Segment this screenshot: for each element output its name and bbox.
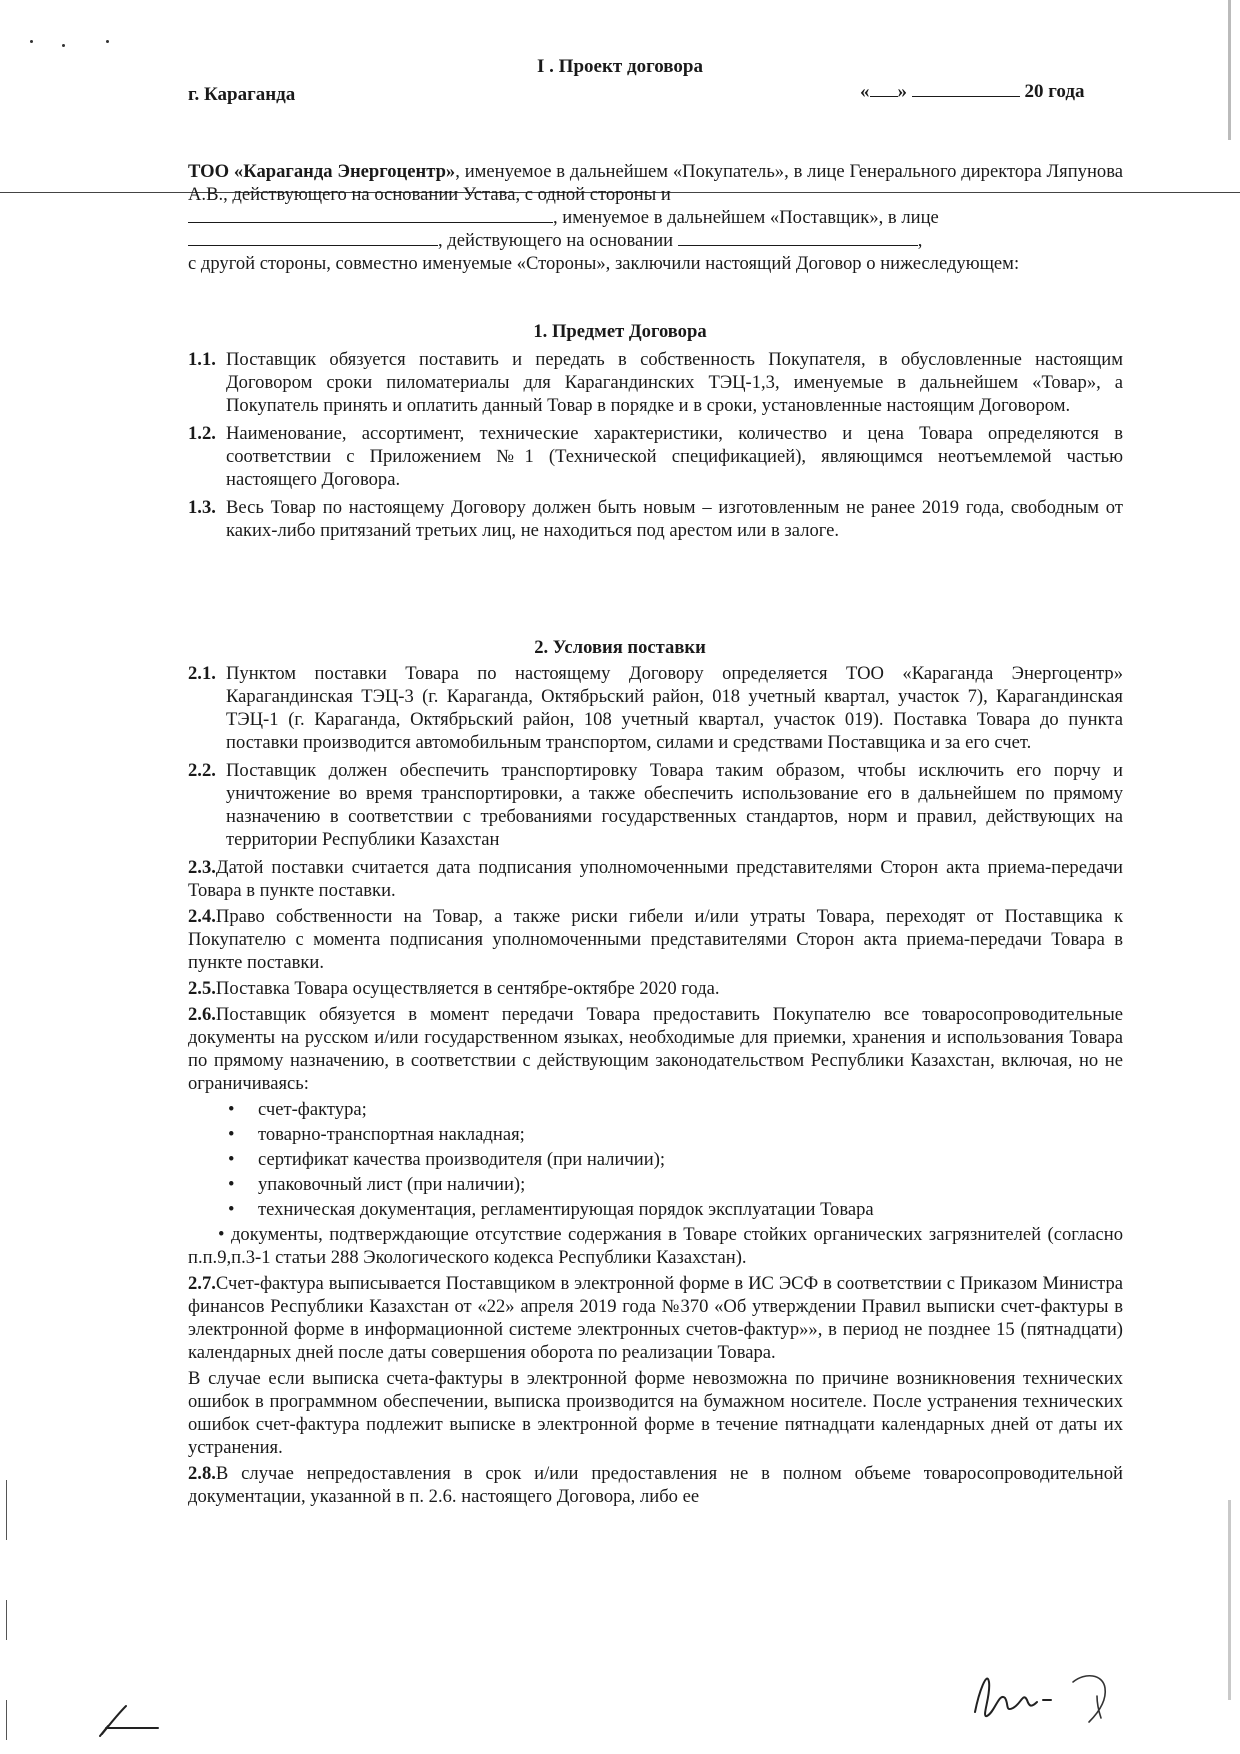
clause-number: 2.1. xyxy=(188,663,216,684)
scan-speck xyxy=(106,40,109,43)
section2-title: 2. Условия поставки xyxy=(534,637,706,658)
section1-title: 1. Предмет Договора xyxy=(533,321,707,342)
clause-number: 2.3. xyxy=(188,857,216,878)
section2-items xyxy=(188,662,1123,1511)
date-open-quote: « xyxy=(860,81,870,102)
documents-list xyxy=(188,1098,1123,1221)
basis-text: , действующего на основании xyxy=(438,230,674,251)
date-year-text: 20 года xyxy=(1024,81,1085,102)
list-item: • упаковочный лист (при наличии); xyxy=(188,1173,1123,1196)
clause-text: Наименование, ассортимент, технические характеристики, количество и цена Товара определяются в соответствии с Приложением №1 (Технической спецификацией), являющимся неотъемлемой частью настоящего Договора. xyxy=(226,423,1123,490)
basis-blank xyxy=(678,230,918,246)
clause-text: Поставщик должен обеспечить транспортировку Товара таким образом, чтобы исключить его порчу и уничтожение во время транспортировки, а также обеспечить использование его в дальнейшем по прямому назначению в соответствии с требованиями государственных стандартов, норм и правил, действующих на территории Республики Казахстан xyxy=(226,760,1123,850)
clause-2-3 xyxy=(188,856,1123,902)
preamble-basis: , действующего на основании , xyxy=(188,229,1123,252)
clause-text: Датой поставки считается дата подписания уполномоченными представителями Сторон акта приема-передачи Товара в пункте поставки. xyxy=(188,857,1123,901)
clause-text: Поставщик обязуется поставить и передать в собственность Покупателя, в обусловленные настоящим Договором сроки пиломатериалы для Карагандинских ТЭЦ-1,3, именуемые в дальнейшем «Товар», а Покупатель принять и оплатить данный Товар в порядке и в сроки, установленные настоящим Договором. xyxy=(226,349,1123,416)
list-item: • сертификат качества производителя (при наличии); xyxy=(188,1148,1123,1171)
representative-blank xyxy=(188,230,438,246)
clause-2-5 xyxy=(188,977,1123,1000)
clause-text: Поставка Товара осуществляется в сентябре-октябре 2020 года. xyxy=(215,978,720,999)
preamble-party1 xyxy=(188,160,1123,206)
buyer-name: ТОО «Караганда Энергоцентр» xyxy=(188,161,456,182)
clause-number: 1.3. xyxy=(188,497,216,518)
scan-speck xyxy=(30,40,33,43)
clause-text: Право собственности на Товар, а также риски гибели и/или утраты Товара, переходят от Поставщика к Покупателю с момента подписания уполномоченными представителями Сторон акта приема-передачи Товара в пункте поставки. xyxy=(188,906,1123,973)
clause-number: 2.4. xyxy=(188,906,216,927)
clause-2-1 xyxy=(188,662,1123,754)
date-close-quote: » xyxy=(897,81,907,102)
clause-text: Счет-фактура выписывается Поставщиком в электронной форме в ИС ЭСФ в соответствии с Приказом Министра финансов Республики Казахстан от «22» апреля 2019 года №370 «Об утверждении Правил выписки счет-фактуры в электронной форме в информационной системе электронных счетов-фактур»», в период не позднее 15 (пятнадцати) календарных дней после даты совершения оборота по реализации Товара. xyxy=(188,1273,1123,1363)
clause-number: 1.1. xyxy=(188,349,216,370)
contract-city: г. Караганда xyxy=(188,84,296,105)
clause-number: 1.2. xyxy=(188,423,216,444)
section1-items xyxy=(188,348,1123,547)
clause-1-1 xyxy=(188,348,1123,417)
clause-2-4 xyxy=(188,905,1123,974)
supplier-name-blank xyxy=(188,207,553,223)
scan-margin-line xyxy=(6,1480,7,1540)
preamble-tail: с другой стороны, совместно именуемые «Стороны», заключили настоящий Договор о нижеследующем: xyxy=(188,253,1020,274)
clause-2-2 xyxy=(188,759,1123,851)
clause-text: Поставщик обязуется в момент передачи Товара предоставить Покупателю все товаросопроводительные документы на русском и/или государственном языках, необходимые для приемки, хранения и использования Товара по прямому назначению, в соответствии с действующим законодательством Республики Казахстан, включая, но не ограничиваясь: xyxy=(188,1004,1123,1094)
supplier-text: , именуемое в дальнейшем «Поставщик», в лице xyxy=(553,207,939,228)
date-day-blank xyxy=(870,80,898,97)
clause-number: 2.6. xyxy=(188,1004,216,1025)
clause-number: 2.2. xyxy=(188,760,216,781)
handwritten-signature-right xyxy=(965,1652,1125,1728)
scan-speck xyxy=(62,44,65,47)
documents-extra-item: • документы, подтверждающие отсутствие содержания в Товаре стойких органических загрязнителей (согласно п.п.9,п.3-1 статьи 288 Экологического кодекса Республики Казахстан). xyxy=(188,1224,1123,1268)
clause-1-3 xyxy=(188,496,1123,542)
clause-text: В случае непредоставления в срок и/или предоставления не в полном объеме товаросопроводительной документации, указанной в п. 2.6. настоящего Договора, либо ее xyxy=(188,1463,1123,1507)
contract-preamble xyxy=(188,160,1123,275)
clause-2-7 xyxy=(188,1272,1123,1364)
list-item: • товарно-транспортная накладная; xyxy=(188,1123,1123,1146)
date-month-blank xyxy=(912,80,1020,97)
clause-number: 2.5. xyxy=(188,978,216,999)
document-title: I . Проект договора xyxy=(537,56,703,77)
handwritten-initial-left xyxy=(96,1698,166,1738)
list-item: • счет-фактура; xyxy=(188,1098,1123,1121)
clause-2-7-continuation: В случае если выписка счета-фактуры в электронной форме невозможна по причине возникновения технических ошибок в программном обеспечении, выписка производится на бумажном носителе. После устранения технических ошибок счет-фактура подлежит выписке в электронной форме в течение пятнадцати календарных дней от даты их устранения. xyxy=(188,1368,1123,1458)
clause-text: Пунктом поставки Товара по настоящему Договору определяется ТОО «Караганда Энергоцентр» Карагандинская ТЭЦ-3 (г. Караганда, Октябрьский район, 018 учетный квартал, участок 7), Карагандинская ТЭЦ-1 (г. Караганда, Октябрьский район, 108 учетный квартал, участок 019). Поставка Товара до пункта поставки производится автомобильным транспортом, силами и средствами Поставщика и за его счет. xyxy=(226,663,1123,753)
clause-text: Весь Товар по настоящему Договору должен быть новым – изготовленным не ранее 2019 года, свободным от каких-либо притязаний третьих лиц, не находиться под арестом или в залоге. xyxy=(226,497,1123,541)
clause-number: 2.7. xyxy=(188,1273,216,1294)
scan-margin-line xyxy=(6,1700,7,1740)
scan-edge-marks xyxy=(1228,1500,1231,1700)
clause-1-2 xyxy=(188,422,1123,491)
scan-margin-line xyxy=(6,1600,7,1640)
buyer-text: , именуемое в дальнейшем «Покупатель», в лице Генерального директора Ляпунова А.В., действующего на основании Устава, с одной стороны и xyxy=(188,161,1123,205)
contract-date-line xyxy=(860,80,1084,103)
list-item: • техническая документация, регламентирующая порядок эксплуатации Товара xyxy=(188,1198,1123,1221)
preamble-party2 xyxy=(188,206,1123,229)
clause-2-6 xyxy=(188,1003,1123,1095)
clause-2-8 xyxy=(188,1462,1123,1508)
clause-number: 2.8. xyxy=(188,1463,216,1484)
